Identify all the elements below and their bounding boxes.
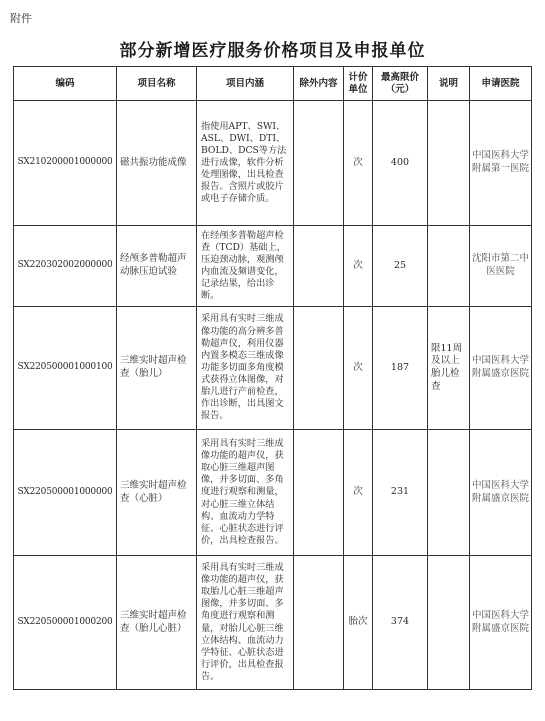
cell-unit: 次: [344, 430, 373, 556]
cell-name: 经颅多普勒超声动脉压迫试验: [117, 226, 197, 307]
cell-hospital: 中国医科大学附属第一医院: [470, 101, 532, 226]
cell-hospital: 中国医科大学附属盛京医院: [470, 556, 532, 690]
table-row: [14, 101, 532, 226]
cell-note: [428, 226, 470, 307]
cell-exclusion: [294, 556, 344, 690]
attachment-label: 附件: [10, 12, 32, 25]
cell-name: 三维实时超声检查（心脏）: [117, 430, 197, 556]
cell-exclusion: [294, 101, 344, 226]
cell-exclusion: [294, 307, 344, 430]
cell-note: [428, 556, 470, 690]
cell-price: 400: [373, 101, 428, 226]
cell-hospital: 沈阳市第二中医医院: [470, 226, 532, 307]
header-note: 说明: [428, 67, 470, 101]
header-name: 项目名称: [117, 67, 197, 101]
cell-unit: 次: [344, 226, 373, 307]
header-exclusion: 除外内容: [294, 67, 344, 101]
table-row: [14, 307, 532, 430]
cell-price: 374: [373, 556, 428, 690]
cell-code: SX220500001000200: [14, 556, 117, 690]
table-row: [14, 226, 532, 307]
document-title: 部分新增医疗服务价格项目及申报单位: [119, 41, 426, 61]
cell-price: 187: [373, 307, 428, 430]
cell-exclusion: [294, 226, 344, 307]
table-row: [14, 556, 532, 690]
cell-unit: 胎次: [344, 556, 373, 690]
cell-price: 231: [373, 430, 428, 556]
price-table: [13, 66, 532, 690]
cell-note: 限11周及以上胎儿检查: [428, 307, 470, 430]
cell-exclusion: [294, 430, 344, 556]
cell-unit: 次: [344, 307, 373, 430]
header-code: 编码: [14, 67, 117, 101]
header-content: 项目内涵: [197, 67, 294, 101]
header-hospital: 申请医院: [470, 67, 532, 101]
cell-hospital: 中国医科大学附属盛京医院: [470, 430, 532, 556]
cell-hospital: 中国医科大学附属盛京医院: [470, 307, 532, 430]
table-row: [14, 430, 532, 556]
cell-name: 三维实时超声检查（胎儿心脏）: [117, 556, 197, 690]
header-max-price: 最高限价（元）: [373, 67, 428, 101]
cell-code: SX220500001000000: [14, 430, 117, 556]
cell-price: 25: [373, 226, 428, 307]
cell-code: SX210200001000000: [14, 101, 117, 226]
cell-content: 采用具有实时三维成像功能的超声仪，获取心脏三维超声图像，并多切面、多角度进行观察和测量，对心脏三维立体结构、血流动力学特征、心脏状态进行评价，出具检查报告。: [197, 430, 294, 556]
cell-code: SX220500001000100: [14, 307, 117, 430]
cell-note: [428, 430, 470, 556]
cell-code: SX220302002000000: [14, 226, 117, 307]
cell-content: 指使用APT、SWI、ASL、DWI、DTI、BOLD、DCS等方法进行成像，软件分析处理图像，出具检查报告。含照片或胶片或电子存储介质。: [197, 101, 294, 226]
cell-name: 三维实时超声检查（胎儿）: [117, 307, 197, 430]
table-header-row: [14, 67, 532, 101]
header-unit: 计价单位: [344, 67, 373, 101]
cell-content: 在经颅多普勒超声检查（TCD）基础上，压迫颈动脉，观测颅内血流及频谱变化，记录结果，给出诊断。: [197, 226, 294, 307]
cell-content: 采用具有实时三维成像功能的超声仪，获取胎儿心脏三维超声图像，并多切面、多角度进行观察和测量，对胎儿心脏三维立体结构、血流动力学特征、心脏状态进行评价，出具检查报告。: [197, 556, 294, 690]
cell-unit: 次: [344, 101, 373, 226]
cell-content: 采用具有实时三维成像功能的高分辨多普勒超声仪，利用仪器内置多模态三维成像功能多切面多角度模式获得立体图像，对胎儿进行产前检查，作出诊断，出具图文报告。: [197, 307, 294, 430]
cell-note: [428, 101, 470, 226]
cell-name: 磁共振功能成像: [117, 101, 197, 226]
